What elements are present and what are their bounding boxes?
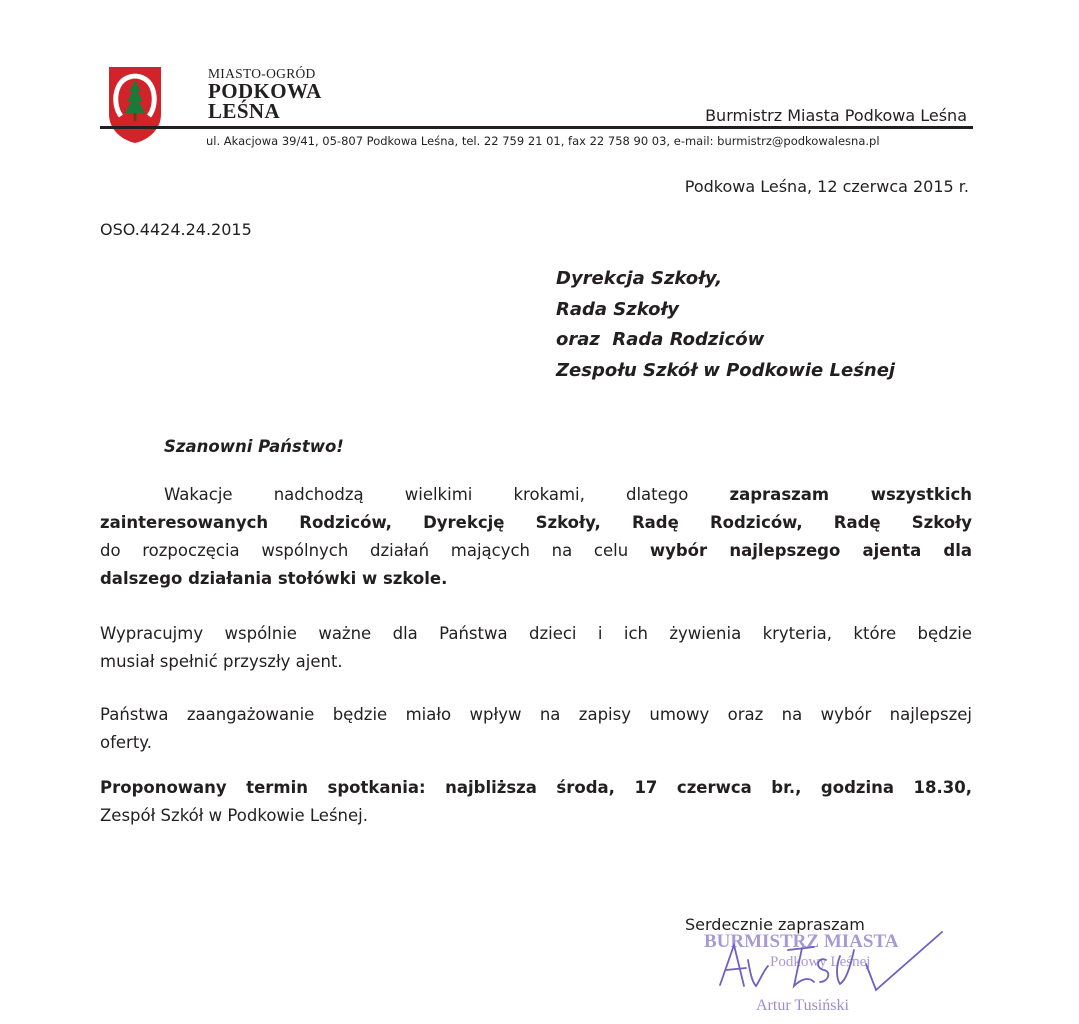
paragraph-line: Wypracujmy wspólnie ważne dla Państwa dzieci i ich żywienia kryteria, które będzie [100,624,972,643]
letterhead-address: ul. Akacjowa 39/41, 05-807 Podkowa Leśna, tel. 22 759 21 01, fax 22 758 90 03, e-mail: burmistrz@podkowalesna.pl [206,134,880,148]
city-name-line1: PODKOWA [208,79,322,103]
paragraph-line [100,509,972,537]
text-run-bold: wybór najlepszego ajenta dla [649,541,972,560]
city-type-label: MIASTO-OGRÓD [208,66,316,81]
paragraph-engagement [100,701,972,757]
text-run: Wakacje nadchodzą wielkimi krokami, dlatego [164,485,730,504]
paragraph-invitation [100,481,972,593]
stamp-town: Podkowy Leśnej [770,954,871,970]
text-run-bold: zainteresowanych Rodziców, Dyrekcję Szkoły, Radę Rodziców, Radę Szkoły [100,513,972,532]
addressee-block [556,264,895,386]
text-run: do rozpoczęcia wspólnych działań mających na celu [100,541,650,560]
addressee-line: Dyrekcja Szkoły, [556,268,723,289]
paragraph-line [100,481,972,509]
paragraph-line: oferty. [100,733,152,752]
reference-number: OSO.4424.24.2015 [100,220,252,239]
text-run-bold: zapraszam wszystkich [729,485,973,504]
paragraph-line [100,565,972,593]
paragraph-line [100,774,972,802]
stamp-signatory: Artur Tusiński [756,997,849,1014]
text-run-bold: dalszego działania stołówki w szkole. [100,569,448,588]
stamp-title: BURMISTRZ MIASTA [704,931,899,952]
coat-of-arms-icon [108,66,162,144]
paragraph-line [100,537,972,565]
addressee-line: oraz Rada Rodziców [556,329,765,350]
office-title: Burmistrz Miasta Podkowa Leśna [705,106,967,125]
text-run-bold: Proponowany termin spotkania: najbliższa środa, 17 czerwca br., godzina 18.30, [100,778,972,797]
paragraph-criteria [100,620,972,676]
closing-phrase: Serdecznie zapraszam [685,915,865,934]
paragraph-meeting [100,774,972,830]
letterhead-divider [100,126,973,129]
addressee-line: Rada Szkoły [556,298,679,320]
salutation: Szanowni Państwo! [164,437,344,456]
letter-date: Podkowa Leśna, 12 czerwca 2015 r. [684,177,969,196]
addressee-line: Zespołu Szkół w Podkowie Leśnej [556,359,896,381]
paragraph-line: musiał spełnić przyszły ajent. [100,652,343,671]
city-name-line2: LEŚNA [208,99,281,123]
paragraph-line: Państwa zaangażowanie będzie miało wpływ na zapisy umowy oraz na wybór najlepszej [100,705,972,724]
paragraph-line: Zespół Szkół w Podkowie Leśnej. [100,806,368,825]
official-stamp [690,920,960,1020]
